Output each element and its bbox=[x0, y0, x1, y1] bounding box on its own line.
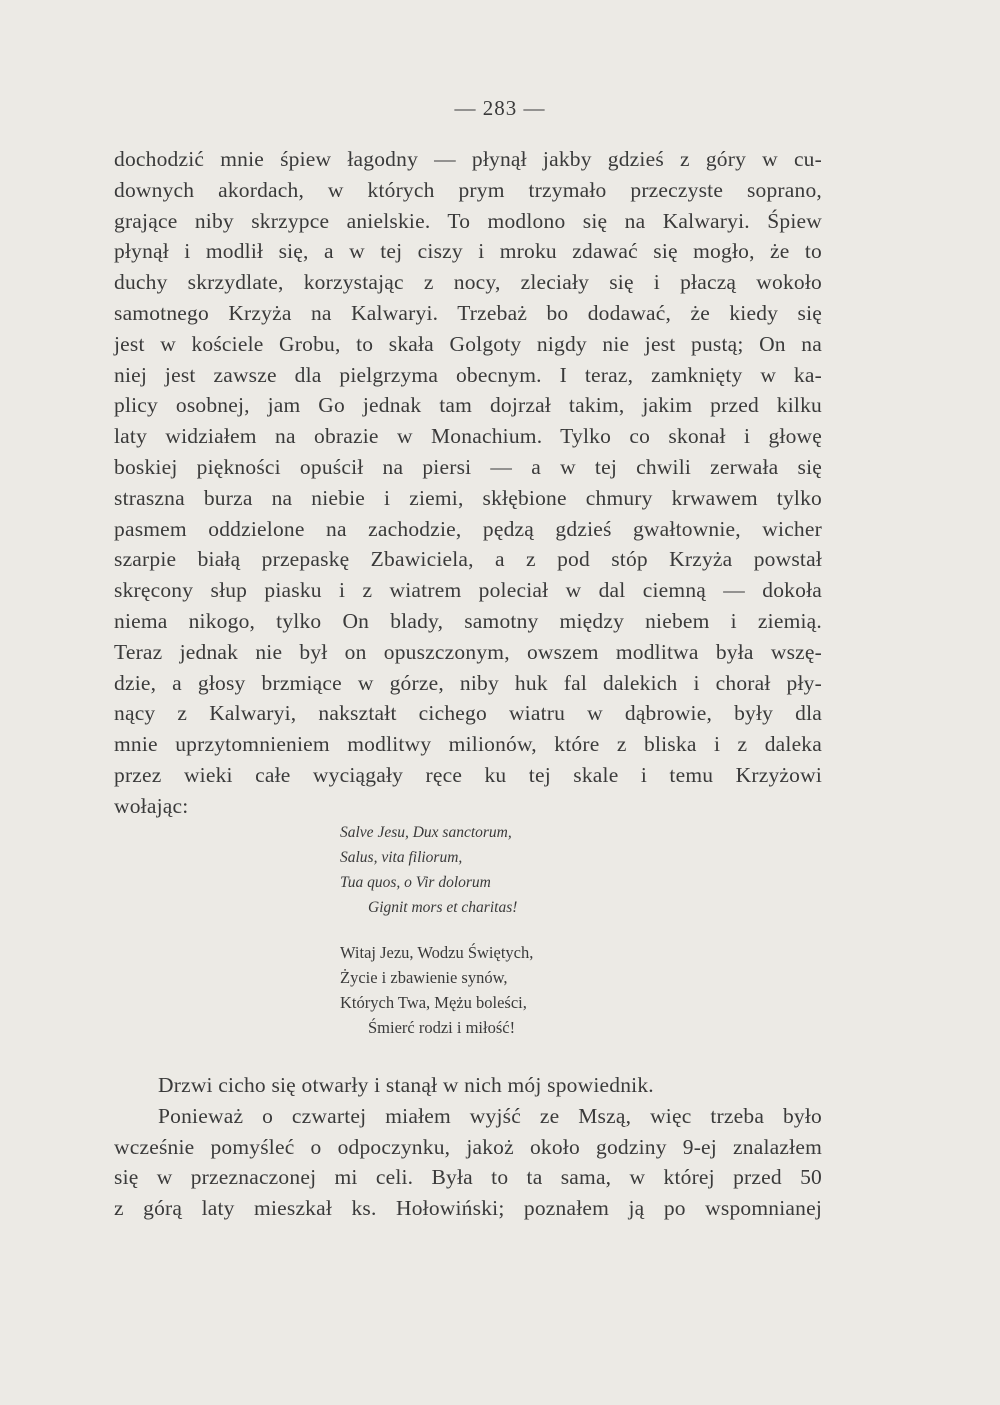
text-line: niema nikogo, tylko On blady, samotny między niebem i ziemią. bbox=[114, 608, 822, 633]
text-line: plicy osobnej, jam Go jednak tam dojrzał takim, jakim przed kilku bbox=[114, 393, 822, 418]
closing-paragraphs bbox=[114, 1070, 822, 1224]
text-line: Drzwi cicho się otwarły i stanął w nich mój spowiednik. bbox=[158, 1073, 654, 1097]
verse-line: Gignit mors et charitas! bbox=[368, 899, 518, 916]
text-line: płynął i modlił się, a w tej ciszy i mroku zdawać się mogło, że to bbox=[114, 239, 822, 264]
text-line: przez wieki całe wyciągały ręce ku tej skale i temu Krzyżowi bbox=[114, 762, 822, 787]
text-line: nący z Kalwaryi, nakształt cichego wiatru w dąbrowie, były dla bbox=[114, 701, 822, 726]
text-line: mnie uprzytomnieniem modlitwy milionów, które z bliska i z daleka bbox=[114, 732, 822, 757]
text-line: z górą laty mieszkał ks. Hołowiński; poznałem ją po wspomnianej bbox=[114, 1196, 822, 1221]
verse-line: Których Twa, Mężu boleści, bbox=[340, 993, 527, 1012]
text-line: skręcony słup piasku i z wiatrem poleciał w dal ciemną — dokoła bbox=[114, 578, 822, 603]
text-line: boskiej piękności opuścił na piersi — a w tej chwili zerwała się bbox=[114, 454, 822, 479]
text-line: jest w kościele Grobu, to skała Golgoty nigdy nie jest pustą; On na bbox=[114, 331, 822, 356]
text-line: Teraz jednak nie był on opuszczonym, owszem modlitwa była wszę- bbox=[114, 639, 822, 664]
text-line: pasmem oddzielone na zachodzie, pędzą gdzieś gwałtownie, wicher bbox=[114, 516, 822, 541]
text-line: Ponieważ o czwartej miałem wyjść ze Mszą, więc trzeba było bbox=[158, 1103, 822, 1128]
text-line: dochodzić mnie śpiew łagodny — płynął jakby gdzieś z góry w cu- bbox=[114, 147, 822, 171]
text-line: straszna burza na niebie i ziemi, skłębione chmury krwawem tylko bbox=[114, 485, 822, 510]
verse-line: Salus, vita filiorum, bbox=[340, 849, 463, 866]
text-line: grające niby skrzypce anielskie. To modlono się na Kalwaryi. Śpiew bbox=[114, 208, 822, 233]
text-line: wcześnie pomyśleć o odpoczynku, jakoż około godziny 9-ej znalazłem bbox=[114, 1134, 822, 1159]
text-line: samotnego Krzyża na Kalwaryi. Trzebaż bo dodawać, że kiedy się bbox=[114, 300, 822, 325]
verse-line: Tua quos, o Vir dolorum bbox=[340, 874, 491, 891]
verse-line: Witaj Jezu, Wodzu Świętych, bbox=[340, 943, 534, 962]
latin-verse bbox=[340, 820, 517, 920]
text-line: niej jest zawsze dla pielgrzyma obecnym. I teraz, zamknięty w ka- bbox=[114, 362, 822, 387]
text-line: downych akordach, w których prym trzymało przeczyste soprano, bbox=[114, 177, 822, 202]
verse-line: Salve Jesu, Dux sanctorum, bbox=[340, 824, 512, 841]
verse-line: Śmierć rodzi i miłość! bbox=[368, 1018, 516, 1037]
text-line: dzie, a głosy brzmiące w górze, niby huk fal dalekich i chorał pły- bbox=[114, 670, 822, 695]
text-line: szarpie białą przepaskę Zbawiciela, a z pod stóp Krzyża powstał bbox=[114, 547, 822, 572]
page-number: — 283 — bbox=[454, 96, 546, 120]
text-line: wołając: bbox=[114, 793, 189, 818]
text-line: duchy skrzydlate, korzystając z nocy, zleciały się i płaczą wokoło bbox=[114, 270, 822, 295]
polish-verse bbox=[340, 940, 533, 1040]
text-line: laty widziałem na obrazie w Monachium. Tylko co skonał i głowę bbox=[114, 424, 822, 449]
verse-line: Życie i zbawienie synów, bbox=[340, 968, 508, 987]
text-line: się w przeznaczonej mi celi. Była to ta sama, w której przed 50 bbox=[114, 1165, 822, 1190]
main-paragraph bbox=[114, 144, 822, 822]
